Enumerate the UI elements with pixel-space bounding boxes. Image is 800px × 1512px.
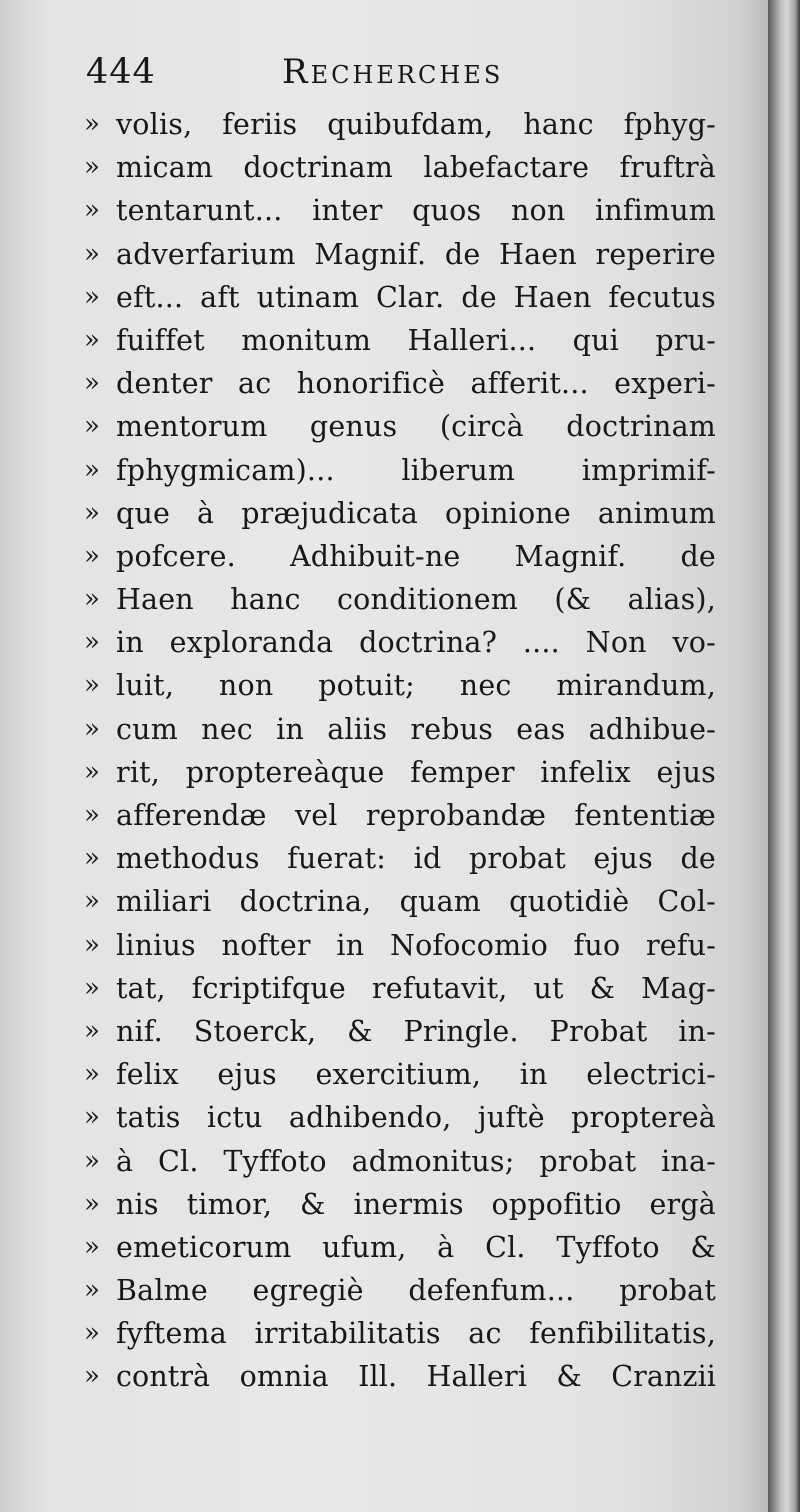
quotation-mark: »: [84, 195, 100, 226]
quotation-mark: »: [84, 929, 100, 960]
text-line: [84, 449, 724, 492]
quotation-mark: »: [84, 1145, 100, 1176]
line-text: nif. Stoerck, & Pringle. Probat in-: [116, 1014, 716, 1048]
line-text: eft... aft utinam Clar. de Haen fecutus: [116, 280, 716, 314]
line-text: linius nofter in Nofocomio fuo refu-: [116, 928, 716, 962]
text-line: [84, 967, 724, 1010]
text-line: [84, 1183, 724, 1226]
page-edge: [768, 0, 800, 1512]
line-text: Haen hanc conditionem (& alias),: [116, 583, 716, 617]
line-text: fphygmicam)... liberum imprimif-: [116, 453, 716, 487]
text-line: [84, 837, 724, 880]
line-text: Balme egregiè defenfum... probat: [116, 1274, 716, 1308]
line-text: afferendæ vel reprobandæ fententiæ: [116, 799, 716, 832]
line-text: tat, fcriptifque refutavit, ut & Mag-: [116, 971, 716, 1005]
text-line: [84, 621, 724, 664]
running-head: [86, 52, 726, 102]
line-text: denter ac honorificè afferit... experi-: [116, 367, 716, 401]
line-text: felix ejus exercitium, in electrici-: [116, 1058, 716, 1092]
quotation-mark: »: [84, 972, 100, 1003]
quotation-mark: »: [84, 109, 100, 139]
line-text: volis, feriis quibufdam, hanc fphyg-: [116, 108, 716, 141]
quotation-mark: »: [84, 238, 100, 269]
quotation-mark: »: [84, 670, 100, 701]
page-number: 444: [86, 52, 156, 92]
text-line: [84, 1053, 724, 1096]
line-text: luit, non potuit; nec mirandum,: [116, 669, 716, 703]
line-text: contrà omnia Ill. Halleri & Cranzii: [116, 1360, 716, 1394]
line-text: micam doctrinam labefactare fruftrà: [116, 151, 716, 185]
quotation-mark: »: [84, 368, 100, 399]
text-line: [84, 103, 724, 146]
line-text: pofcere. Adhibuit-ne Magnif. de: [116, 539, 716, 573]
text-line: [84, 319, 724, 362]
quotation-mark: »: [84, 152, 100, 183]
line-text: fuiffet monitum Halleri... qui pru-: [116, 323, 716, 357]
quotation-mark: »: [84, 324, 100, 355]
line-text: methodus fuerat: id probat ejus de: [116, 842, 716, 876]
text-line: [84, 189, 724, 232]
text-line: [84, 578, 724, 621]
text-line: [84, 1096, 724, 1139]
text-line: [84, 535, 724, 578]
line-text: fyftema irritabilitatis ac fenfibilitatis,: [116, 1317, 716, 1351]
text-line: [84, 1355, 724, 1398]
text-line: [84, 708, 724, 751]
text-line: [84, 146, 724, 189]
quotation-mark: »: [84, 1361, 100, 1392]
line-text: miliari doctrina, quam quotidiè Col-: [116, 885, 716, 919]
text-line: [84, 1226, 724, 1269]
quotation-mark: »: [84, 497, 100, 528]
quotation-mark: »: [84, 1059, 100, 1090]
quotation-mark: »: [84, 627, 100, 658]
quotation-mark: »: [84, 1275, 100, 1306]
body-text: [84, 103, 724, 1399]
quotation-mark: »: [84, 1015, 100, 1046]
quotation-mark: »: [84, 1102, 100, 1133]
line-text: nis timor, & inermis oppofitio ergà: [116, 1187, 716, 1221]
line-text: cum nec in aliis rebus eas adhibue-: [116, 712, 716, 746]
line-text: emeticorum ufum, à Cl. Tyffoto &: [116, 1230, 716, 1264]
quotation-mark: »: [84, 1318, 100, 1349]
text-line: [84, 751, 724, 794]
line-text: in exploranda doctrina? .... Non vo-: [116, 626, 716, 660]
quotation-mark: »: [84, 454, 100, 485]
line-text: mentorum genus (circà doctrinam: [116, 410, 716, 444]
line-text: que à præjudicata opinione animum: [116, 496, 716, 530]
quotation-mark: »: [84, 800, 100, 830]
line-text: à Cl. Tyffoto admonitus; probat ina-: [116, 1144, 716, 1178]
quotation-mark: »: [84, 886, 100, 917]
text-line: [84, 405, 724, 448]
quotation-mark: »: [84, 756, 100, 787]
text-line: [84, 880, 724, 923]
quotation-mark: »: [84, 1231, 100, 1262]
running-title: Recherches: [282, 52, 504, 92]
quotation-mark: »: [84, 281, 100, 312]
quotation-mark: »: [84, 540, 100, 571]
text-line: [84, 1312, 724, 1355]
text-line: [84, 362, 724, 405]
text-line: [84, 924, 724, 967]
line-text: tentarunt... inter quos non infimum: [116, 194, 716, 228]
text-line: [84, 276, 724, 319]
text-line: [84, 1010, 724, 1053]
line-text: rit, proptereàque femper infelix ejus: [116, 755, 716, 789]
text-line: [84, 664, 724, 707]
text-line: [84, 233, 724, 276]
line-text: adverfarium Magnif. de Haen reperire: [116, 237, 716, 271]
text-line: [84, 1269, 724, 1312]
text-line: [84, 794, 724, 837]
quotation-mark: »: [84, 411, 100, 442]
quotation-mark: »: [84, 843, 100, 874]
quotation-mark: »: [84, 1188, 100, 1219]
quotation-mark: »: [84, 713, 100, 744]
text-line: [84, 492, 724, 535]
text-line: [84, 1140, 724, 1183]
quotation-mark: »: [84, 584, 100, 615]
line-text: tatis ictu adhibendo, juftè proptereà: [116, 1101, 716, 1135]
